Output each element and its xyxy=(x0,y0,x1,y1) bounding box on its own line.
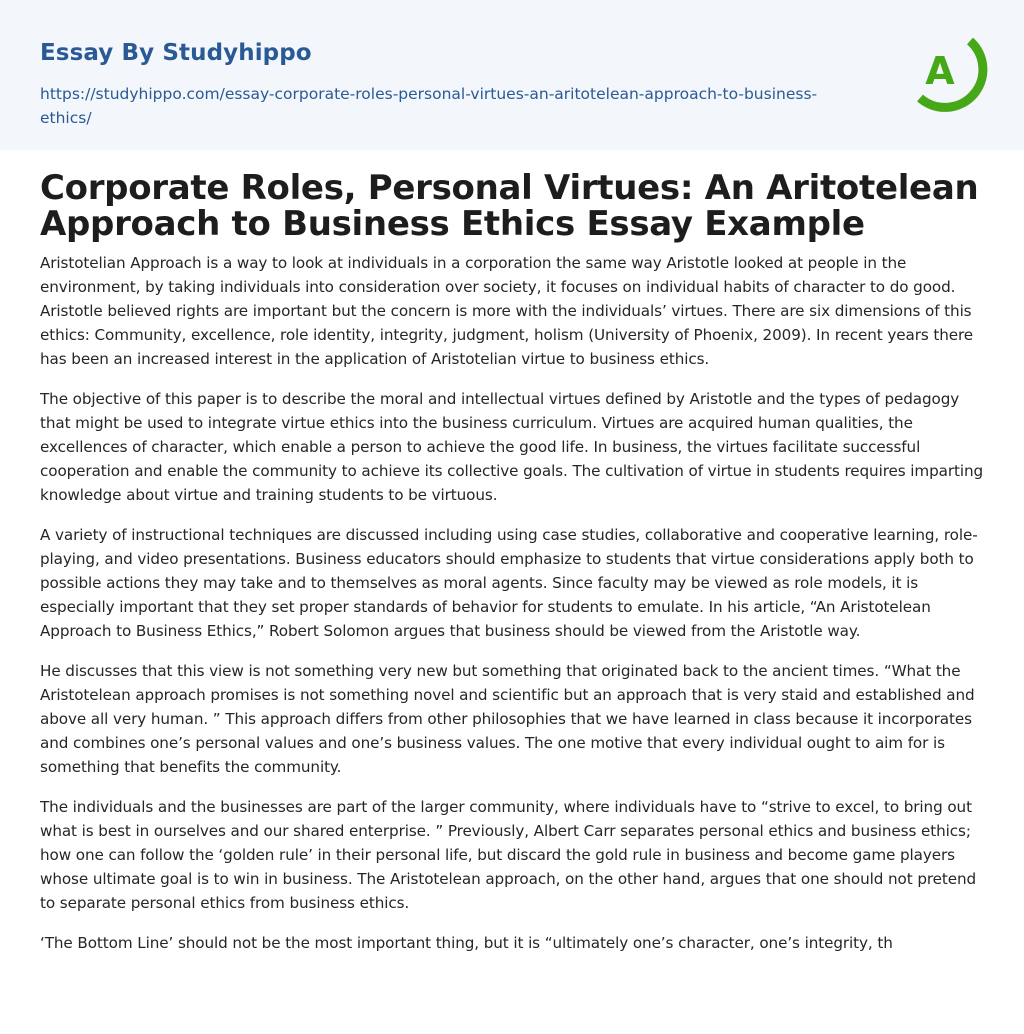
paragraph: He discusses that this view is not something very new but something that originated back to the ancient times. “What the Aristotelean approach promises is not something novel and scientific but an approach that is very staid and established and above all very human. ” This approach differs from other philosophies that we have learned in class because it incorporates and combines one’s personal values and one’s business values. The one motive that every individual ought to aim for is something that benefits the community. xyxy=(40,662,975,776)
article-body xyxy=(40,251,988,971)
paragraph: ‘The Bottom Line’ should not be the most important thing, but it is “ultimately one’s character, one’s integrity, th xyxy=(40,934,893,952)
paragraph: The individuals and the businesses are part of the larger community, where individuals have to “strive to excel, to bring out what is best in ourselves and our shared enterprise. ” Previously, Albert Carr separates personal ethics and business ethics; how one can follow the ‘golden rule’ in their personal life, but discard the gold rule in business and become game players whose ultimate goal is to win in business. The Aristotelean approach, on the other hand, argues that one should not pretend to separate personal ethics from business ethics. xyxy=(40,798,977,912)
page-title: Corporate Roles, Personal Virtues: An Aritotelean Approach to Business Ethics Essay Example xyxy=(40,168,979,244)
paragraph: Aristotelian Approach is a way to look at individuals in a corporation the same way Aristotle looked at people in the environment, by taking individuals into consideration over society, it focuses on individual habits of character to do good. Aristotle believed rights are important but the concern is more with the individuals’ virtues. There are six dimensions of this ethics: Community, excellence, role identity, integrity, judgment, holism (University of Phoenix, 2009). In recent years there has been an increased interest in the application of Aristotelian virtue to business ethics. xyxy=(40,254,974,368)
logo-letter: A xyxy=(925,49,955,93)
studyhippo-logo-icon[interactable] xyxy=(910,28,988,116)
paragraph: A variety of instructional techniques are discussed including using case studies, collaborative and cooperative learning, role-playing, and video presentations. Business educators should emphasize to students that virtue considerations apply both to possible actions they may take and to themselves as moral agents. Since faculty may be viewed as role models, it is especially important that they set proper standards of behavior for students to emulate. In his article, “An Aristotelean Approach to Business Ethics,” Robert Solomon argues that business should be viewed from the Aristotle way. xyxy=(40,526,978,640)
site-title[interactable]: Essay By Studyhippo xyxy=(40,40,312,66)
site-header xyxy=(0,0,1024,150)
article-url-link[interactable]: https://studyhippo.com/essay-corporate-roles-personal-virtues-an-aritotelean-approach-to-business-ethics/ xyxy=(40,85,818,127)
paragraph: The objective of this paper is to describe the moral and intellectual virtues defined by Aristotle and the types of pedagogy that might be used to integrate virtue ethics into the business curriculum. Virtues are acquired human qualities, the excellences of character, which enable a person to achieve the good life. In business, the virtues facilitate successful cooperation and enable the community to achieve its collective goals. The cultivation of virtue in students requires imparting knowledge about virtue and training students to be virtuous. xyxy=(40,390,984,504)
